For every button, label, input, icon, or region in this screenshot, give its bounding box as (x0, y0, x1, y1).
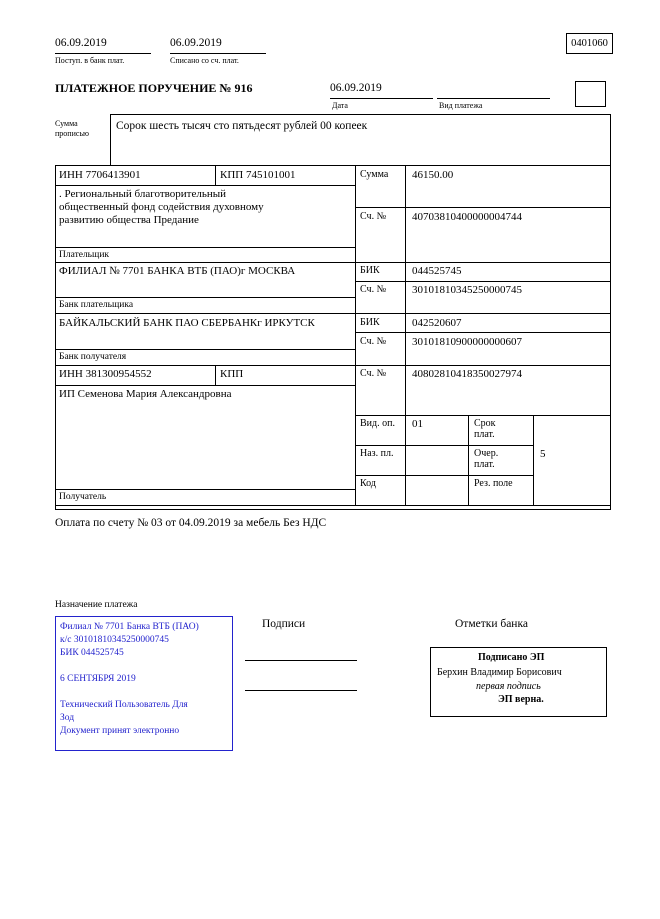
payment-kind-box (575, 81, 606, 107)
received-date-underline (55, 53, 151, 54)
payer-account-label: Сч. № (360, 211, 387, 222)
signatures-caption: Подписи (262, 618, 306, 630)
payer-name-line: . Региональный благотворительный (59, 188, 226, 200)
attributes-row-border-2 (355, 475, 533, 476)
op-kind-label: Вид. оп. (360, 418, 395, 429)
date-underline (330, 98, 433, 99)
purpose-code-label: Наз. пл. (360, 448, 394, 459)
signature-line-2 (245, 690, 357, 691)
payer-bank-bottom-border (55, 313, 611, 314)
payee-inn: ИНН 381300954552 (59, 368, 152, 380)
inn-row-bottom-border (55, 185, 355, 186)
debited-date-underline (170, 53, 266, 54)
payee-bank-caption-top-border (55, 349, 355, 350)
order-label-line1: Очер. (474, 448, 499, 459)
table-right-border (610, 165, 611, 510)
payer-account: 40703810400000004744 (412, 211, 522, 223)
stamp-first-signature-label: первая подпись (476, 681, 541, 692)
payer-bank-account: 30101810345250000745 (412, 284, 522, 296)
amount-words-right-border (610, 114, 611, 165)
payee-inn-row-bottom-border (55, 385, 355, 386)
payee-name: ИП Семенова Мария Александровна (59, 388, 232, 400)
amount-words-label-line2: прописью (55, 129, 90, 138)
payee-bank-bottom-border (55, 365, 611, 366)
form-code-box (566, 33, 613, 54)
payee-account-label: Сч. № (360, 368, 387, 379)
blue-stamp-line: 6 СЕНТЯБРЯ 2019 (60, 674, 136, 684)
blue-stamp-line: к/с 30101810345250000745 (60, 635, 169, 645)
bank-marks-caption: Отметки банка (455, 618, 528, 630)
date-label: Дата (332, 101, 348, 110)
attributes-top-border (355, 415, 610, 416)
table-main-divider (355, 165, 356, 505)
payee-kpp-label: КПП (220, 368, 244, 380)
payee-bank-bik-bottom-border (355, 332, 610, 333)
debited-date: 06.09.2019 (170, 37, 222, 49)
reserve-field-label: Рез. поле (474, 478, 513, 489)
table-bottom-border-1 (55, 505, 611, 506)
payer-bank-bik-label: БИК (360, 265, 380, 276)
payee-account: 40802810418350027974 (412, 368, 522, 380)
payer-bank-name: ФИЛИАЛ № 7701 БАНКА ВТБ (ПАО)г МОСКВА (59, 265, 296, 277)
amount-words-left-border (110, 114, 111, 165)
payment-kind-label: Вид платежа (439, 101, 483, 110)
order-value: 5 (540, 448, 546, 460)
payer-bank-caption-top-border (55, 297, 355, 298)
payee-bank-name: БАЙКАЛЬСКИЙ БАНК ПАО СБЕРБАНКг ИРКУТСК (59, 317, 315, 329)
payer-caption: Плательщик (59, 250, 110, 260)
document-title: ПЛАТЕЖНОЕ ПОРУЧЕНИЕ № 916 (55, 81, 253, 95)
received-in-bank-date: 06.09.2019 (55, 37, 107, 49)
debited-label: Списано со сч. плат. (170, 56, 239, 65)
table-top-border (55, 165, 611, 166)
blue-stamp-line: БИК 044525745 (60, 648, 124, 658)
payment-purpose: Оплата по счету № 03 от 04.09.2019 за мебель Без НДС (55, 517, 327, 529)
payer-name-line: развитию общества Предание (59, 214, 199, 226)
blue-stamp-line: Зод (60, 713, 75, 723)
stamp-signer-name: Берхин Владимир Борисович (437, 667, 562, 678)
amount-words-top-border (110, 114, 611, 115)
received-in-bank-label: Поступ. в банк плат. (55, 56, 125, 65)
payer-bank-account-label: Сч. № (360, 284, 387, 295)
table-label-divider (405, 165, 406, 505)
payer-name-line: общественный фонд содействия духовному (59, 201, 264, 213)
amount-cell-bottom-border (355, 207, 610, 208)
blue-stamp-line: Технический Пользователь Для (60, 700, 188, 710)
table-left-border (55, 165, 56, 510)
payment-kind-underline (437, 98, 550, 99)
payee-bank-account: 30101810900000000607 (412, 336, 522, 348)
payee-bank-bik: 042520607 (412, 317, 462, 329)
term-label-line2: плат. (474, 429, 495, 440)
table-bottom-border-2 (55, 509, 611, 510)
blue-stamp-line: Филиал № 7701 Банка ВТБ (ПАО) (60, 622, 199, 632)
document-date: 06.09.2019 (330, 82, 382, 94)
stamp-signed-label: Подписано ЭП (478, 652, 545, 663)
amount-in-words: Сорок шесть тысяч сто пятьдесят рублей 00 копеек (116, 120, 368, 132)
payee-caption: Получатель (59, 492, 107, 502)
signature-line-1 (245, 660, 357, 661)
amount-words-label-line1: Сумма (55, 119, 78, 128)
payer-section-bottom-border (55, 262, 611, 263)
payer-bank-bik: 044525745 (412, 265, 462, 277)
term-label-line1: Срок (474, 418, 496, 429)
form-code: 0401060 (571, 37, 608, 49)
payer-caption-top-border (55, 247, 355, 248)
amount-label: Сумма (360, 169, 389, 180)
attributes-divider-1 (468, 415, 469, 505)
amount-value: 46150.00 (412, 169, 454, 181)
order-label-line2: плат. (474, 459, 495, 470)
attributes-divider-2 (533, 415, 534, 505)
code-label: Код (360, 478, 376, 489)
stamp-verified-label: ЭП верна. (498, 694, 544, 705)
payee-bank-account-label: Сч. № (360, 336, 387, 347)
op-kind-value: 01 (412, 418, 423, 430)
payer-kpp: КПП 745101001 (220, 169, 296, 181)
payee-bank-bik-label: БИК (360, 317, 380, 328)
payer-inn: ИНН 7706413901 (59, 169, 141, 181)
payment-purpose-caption: Назначение платежа (55, 600, 138, 610)
payer-bank-bik-bottom-border (355, 281, 610, 282)
blue-stamp-line: Документ принят электронно (60, 726, 180, 736)
attributes-row-border-1 (355, 445, 533, 446)
payer-bank-caption: Банк плательщика (59, 300, 134, 310)
inn-kpp-divider (215, 165, 216, 185)
payee-caption-top-border (55, 489, 355, 490)
payee-inn-kpp-divider (215, 365, 216, 385)
payee-bank-caption: Банк получателя (59, 352, 127, 362)
